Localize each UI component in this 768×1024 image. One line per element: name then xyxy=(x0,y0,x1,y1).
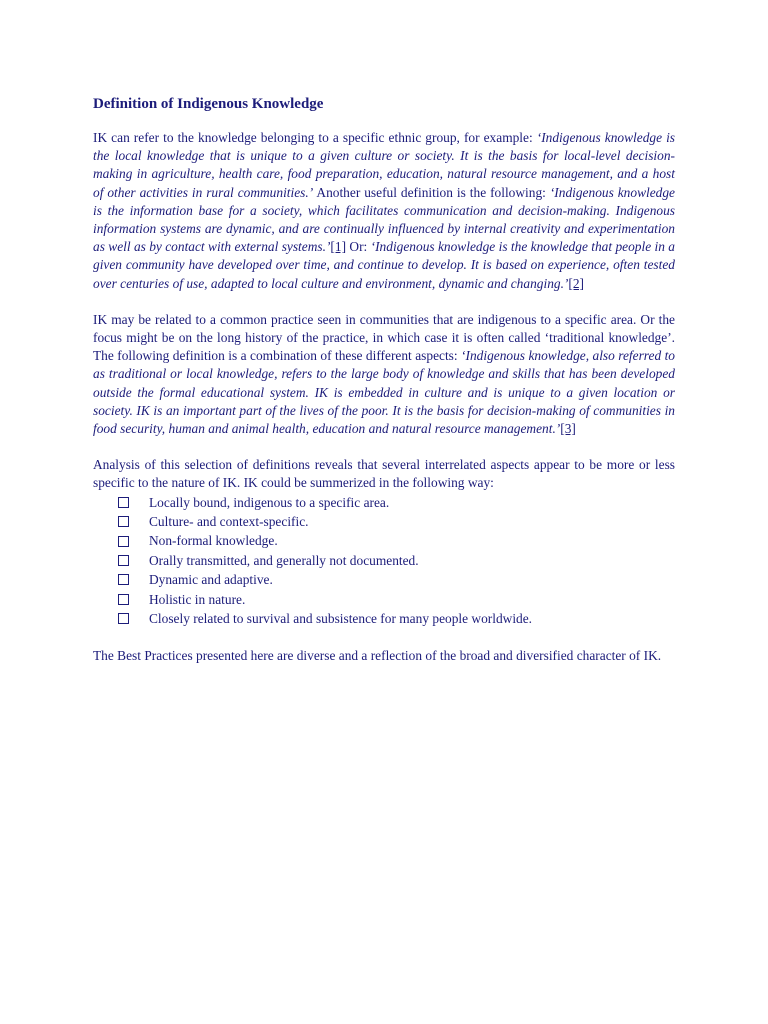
list-item xyxy=(118,609,675,628)
checkbox-bullet-icon xyxy=(118,594,129,605)
list-item xyxy=(118,512,675,531)
list-item xyxy=(118,570,675,589)
list-item-text: Orally transmitted, and generally not documented. xyxy=(149,552,419,568)
list-item xyxy=(118,551,675,570)
paragraph-text: Or: xyxy=(346,239,371,255)
paragraph-4: The Best Practices presented here are diverse and a reflection of the broad and diversified character of IK. xyxy=(93,647,662,663)
paragraph-text: IK may be related to a common practice seen in communities that are indigenous to a specific area. Or the focus might be on the long history of the practice, in which case it is often called ‘traditional knowledge’. The following definition is a combination of these different aspects: xyxy=(93,311,675,364)
quote-text: ‘Indigenous knowledge is the information base for a society, which facilitates communication and decision-making. Indigenous information systems are dynamic, and are continually influenced by internal creativity and experimentation as well as by contact with external systems.’ xyxy=(93,184,676,255)
aspect-list xyxy=(93,493,675,629)
page-title: Definition of Indigenous Knowledge xyxy=(93,96,324,112)
quote-text: ‘Indigenous knowledge is the knowledge that people in a given community have developed over time, and continue to develop. It is based on experience, often tested over centuries of use, adapted to local culture and environment, dynamic and changing.’ xyxy=(93,239,676,291)
list-item xyxy=(118,493,675,512)
list-item-text: Non-formal knowledge. xyxy=(149,533,278,549)
footnote-link-2[interactable]: [2] xyxy=(568,275,585,291)
list-item-text: Holistic in nature. xyxy=(149,591,246,607)
paragraph-text: IK can refer to the knowledge belonging to a specific ethnic group, for example: xyxy=(93,130,537,145)
checkbox-bullet-icon xyxy=(118,555,129,566)
list-item xyxy=(118,590,675,609)
footnote-link-1[interactable]: [1] xyxy=(330,239,347,255)
footnote-link-3[interactable]: [3] xyxy=(560,421,576,437)
paragraph-text: Another useful definition is the following: xyxy=(313,184,550,200)
checkbox-bullet-icon xyxy=(118,536,129,547)
checkbox-bullet-icon xyxy=(118,613,129,624)
paragraph-2 xyxy=(93,311,675,438)
list-item-text: Locally bound, indigenous to a specific area. xyxy=(149,494,390,510)
checkbox-bullet-icon xyxy=(118,497,129,508)
quote-text: ‘Indigenous knowledge is the local knowledge that is unique to a given culture or society. It is the basis for local-level decision-making in agriculture, health care, food preparation, education, natural resource management, and a host of other activities in rural communities.’ xyxy=(93,130,676,200)
document-body xyxy=(93,95,675,683)
paragraph-1 xyxy=(93,129,675,293)
quote-text: ‘Indigenous knowledge, also referred to as traditional or local knowledge, refers to the large body of knowledge and skills that has been developed outside the formal educational system. IK is embedded in culture and is unique to a given location or society. IK is an important part of the lives of the poor. It is the basis for decision-making of communities in food security, human and animal health, education and natural resource management.’ xyxy=(93,348,675,437)
list-item-text: Dynamic and adaptive. xyxy=(149,572,273,588)
checkbox-bullet-icon xyxy=(118,574,129,585)
list-item-text: Culture- and context-specific. xyxy=(149,514,309,530)
checkbox-bullet-icon xyxy=(118,516,129,527)
paragraph-3: Analysis of this selection of definitions reveals that several interrelated aspects appear to be more or less specific to the nature of IK. IK could be summerized in the following way: xyxy=(93,457,675,491)
list-item xyxy=(118,531,675,550)
list-item-text: Closely related to survival and subsistence for many people worldwide. xyxy=(149,611,533,627)
